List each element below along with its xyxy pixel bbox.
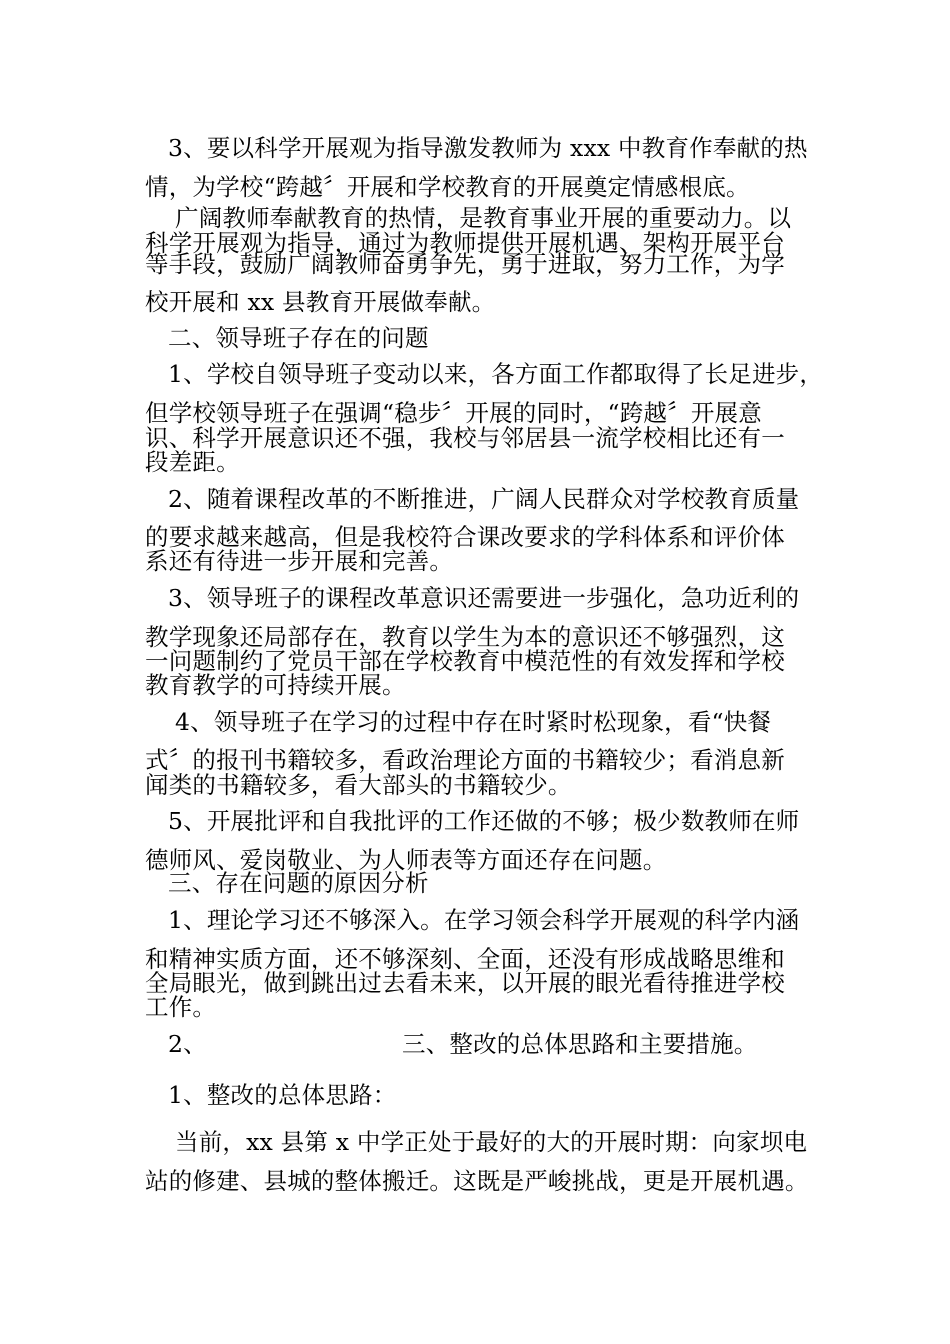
paragraph-line: 3、要以科学开展观为指导激发教师为 xxx 中教育作奉献的热 — [168, 134, 808, 162]
paragraph-line: 3、领导班子的课程改革意识还需要进一步强化，急功近利的 — [168, 584, 800, 612]
paragraph-line: 工作。 — [145, 993, 217, 1021]
paragraph-line: 2、 — [168, 1030, 207, 1058]
paragraph-line: 教学现象还局部存在，教育以学生为本的意识还不够强烈，这 — [145, 623, 785, 651]
paragraph-line: 站的修建、县城的整体搬迁。这既是严峻挑战，更是开展机遇。 — [145, 1167, 809, 1195]
paragraph-line: 情，为学校“跨越〞开展和学校教育的开展奠定情感根底。 — [145, 173, 750, 201]
paragraph-line: 一问题制约了党员干部在学校教育中模范性的有效发挥和学校 — [145, 647, 785, 675]
paragraph-line: 校开展和 xx 县教育开展做奉献。 — [145, 288, 496, 316]
paragraph-line: 等手段，鼓励广阔教师奋勇争先，勇于进取，努力工作，为学 — [145, 250, 785, 278]
paragraph-line: 全局眼光，做到跳出过去看未来，以开展的眼光看待推进学校 — [145, 969, 785, 997]
paragraph-line: 4、领导班子在学习的过程中存在时紧时松现象，看“快餐 — [175, 708, 772, 736]
paragraph-line: 段差距。 — [145, 448, 240, 476]
paragraph-line: 系还有待进一步开展和完善。 — [145, 547, 454, 575]
section-heading: 二、领导班子存在的问题 — [168, 324, 429, 352]
subsection-heading: 1、整改的总体思路： — [168, 1081, 397, 1109]
paragraph-line: 2、随着课程改革的不断推进，广阔人民群众对学校教育质量 — [168, 485, 800, 513]
paragraph-line: 识、科学开展意识还不强，我校与邻居县一流学校相比还有一 — [145, 424, 785, 452]
paragraph-line: 但学校领导班子在强调“稳步〞开展的同时，“跨越〞开展意 — [145, 399, 762, 427]
paragraph-line: 闻类的书籍较多，看大部头的书籍较少。 — [145, 771, 572, 799]
paragraph-line: 5、开展批评和自我批评的工作还做的不够；极少数教师在师 — [168, 807, 800, 835]
paragraph-line: 式〞的报刊书籍较多，看政治理论方面的书籍较少；看消息新 — [145, 746, 785, 774]
paragraph-line: 和精神实质方面，还不够深刻、全面，还没有形成战略思维和 — [145, 945, 785, 973]
paragraph-line: 广阔教师奉献教育的热情，是教育事业开展的重要动力。以 — [175, 204, 792, 232]
paragraph-line: 科学开展观为指导，通过为教师提供开展机遇、架构开展平台 — [145, 229, 785, 257]
paragraph-line: 1、学校自领导班子变动以来，各方面工作都取得了长足进步， — [168, 360, 824, 388]
paragraph-line: 1、理论学习还不够深入。在学习领会科学开展观的科学内涵 — [168, 906, 800, 934]
paragraph-line: 教育教学的可持续开展。 — [145, 671, 406, 699]
paragraph-line: 德师风、爱岗敬业、为人师表等方面还存在问题。 — [145, 846, 667, 874]
paragraph-line: 的要求越来越高，但是我校符合课改要求的学科体系和评价体 — [145, 523, 785, 551]
paragraph-line: 当前，xx 县第 x 中学正处于最好的大的开展时期：向家坝电 — [175, 1128, 808, 1156]
section-heading: 三、整改的总体思路和主要措施。 — [402, 1030, 758, 1058]
section-heading: 三、存在问题的原因分析 — [168, 869, 429, 897]
